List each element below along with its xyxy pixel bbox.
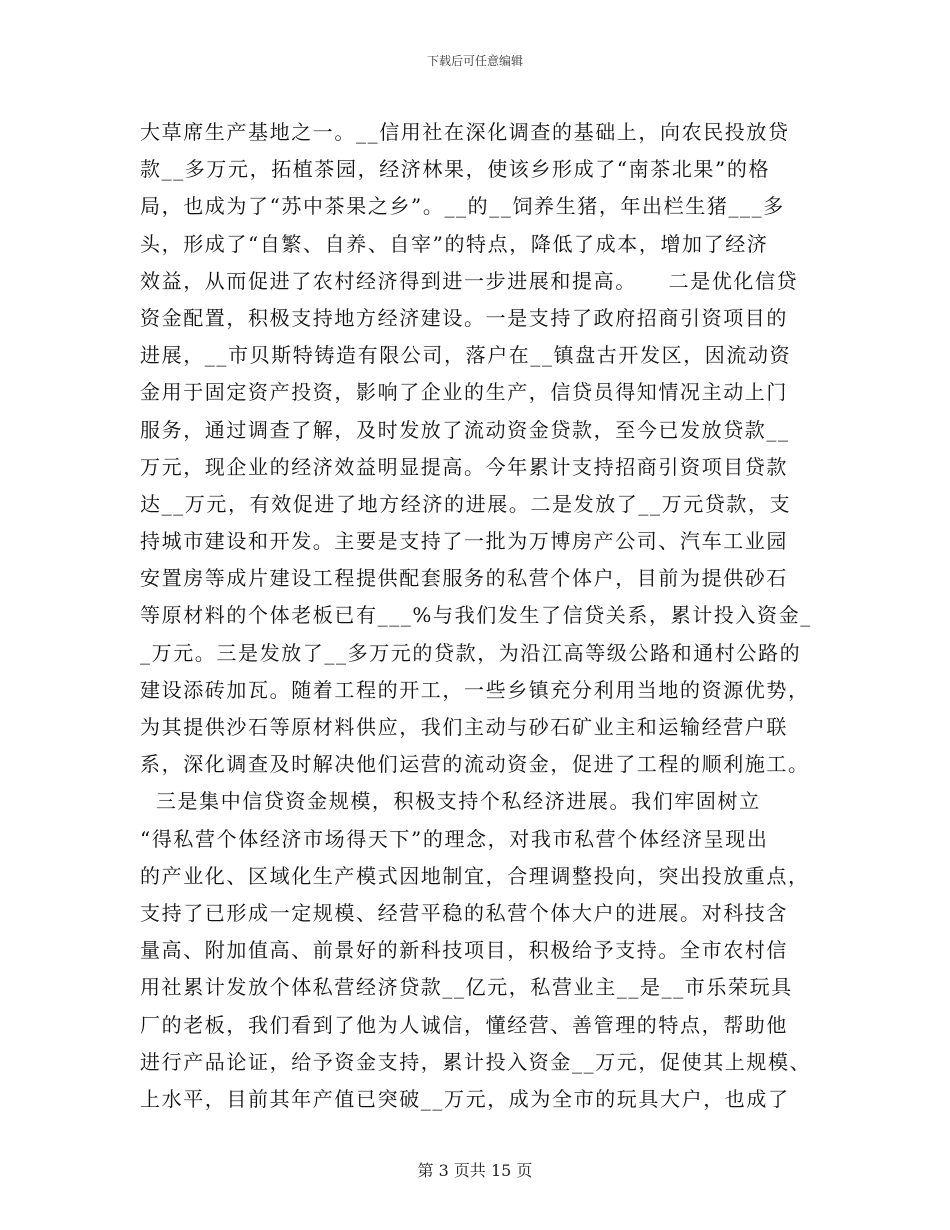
text-line: 头，形成了“自繁、自养、自宰”的特点，降低了成本，增加了经济 [140, 231, 769, 256]
text-line: 安置房等成片建设工程提供配套服务的私营个体户，目前为提供砂石 [140, 566, 788, 591]
text-line: 量高、附加值高、前景好的新科技项目，积极给予支持。全市农村信 [140, 938, 788, 963]
text-line: 建设添砖加瓦。随着工程的开工，一些乡镇充分利用当地的资源优势， [140, 677, 810, 702]
text-line: 上水平，目前其年产值已突破__万元，成为全市的玩具大户，也成了 [140, 1086, 790, 1111]
text-line: 三是集中信贷资金规模，积极支持个私经济进展。我们牢固树立 [140, 789, 761, 814]
text-line: 万元，现企业的经济效益明显提高。今年累计支持招商引资项目贷款 [140, 454, 788, 479]
text-line: 的产业化、区域化生产模式因地制宜，合理调整投向，突出投放重点， [140, 863, 810, 888]
text-line: 用社累计发放个体私营经济贷款__亿元，私营业主__是__市乐荣玩具 [140, 975, 793, 1000]
text-line: 款__多万元，拓植茶园，经济林果，使该乡形成了“南茶北果”的格 [140, 157, 771, 182]
text-line: 进展，__市贝斯特铸造有限公司，落户在__镇盘古开发区，因流动资 [140, 343, 792, 368]
text-line: “得私营个体经济市场得天下”的理念，对我市私营个体经济呈现出 [140, 826, 769, 851]
text-line: _万元。三是发放了__多万元的贷款，为沿江高等级公路和通村公路的 [140, 640, 802, 665]
document-body [140, 114, 812, 1118]
text-line: 为其提供沙石等原材料供应，我们主动与砂石矿业主和运输经营户联 [140, 715, 788, 739]
text-line: 厂的老板，我们看到了他为人诚信，懂经营、善管理的特点，帮助他 [140, 1012, 788, 1037]
text-line: 进行产品论证，给予资金支持，累计投入资金__万元，促使其上规模、 [140, 1049, 812, 1074]
text-line: 金用于固定资产投资，影响了企业的生产，信贷员得知情况主动上门 [140, 380, 788, 405]
page-footer: 第 3 页共 15 页 [417, 1161, 533, 1180]
text-line: 效益，从而促进了农村经济得到进一步进展和提高。 二是优化信贷 [140, 268, 799, 293]
page-header: 下载后可任意编辑 [426, 54, 523, 68]
text-line: 持城市建设和开发。主要是支持了一批为万博房产公司、汽车工业园 [140, 529, 788, 554]
text-line: 服务，通过调查了解，及时发放了流动资金贷款，至今已发放贷款__ [140, 417, 790, 442]
text-line: 资金配置，积极支持地方经济建设。一是支持了政府招商引资项目的 [140, 305, 788, 330]
text-line: 达__万元，有效促进了地方经济的进展。二是发放了__万元贷款，支 [140, 491, 792, 516]
text-line: 大草席生产基地之一。__信用社在深化调查的基础上，向农民投放贷 [140, 120, 790, 144]
text-line: 系，深化调查及时解决他们运营的流动资金，促进了工程的顺利施工。 [140, 752, 810, 777]
text-line: 局，也成为了“苏中茶果之乡”。__的__饲养生猪，年出栏生猪___多 [140, 194, 785, 219]
text-line: 支持了已形成一定规模、经营平稳的私营个体大户的进展。对科技含 [140, 900, 788, 925]
text-line: 等原材料的个体老板已有___%与我们发生了信贷关系，累计投入资金_ [140, 603, 812, 628]
